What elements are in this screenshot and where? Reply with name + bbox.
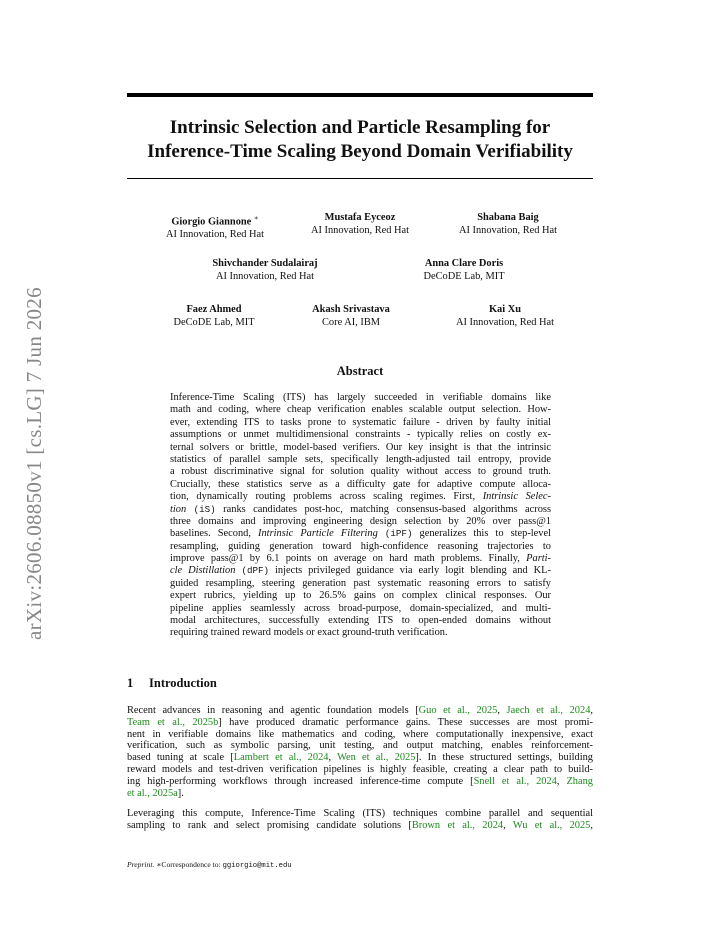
author-block: [433, 212, 583, 237]
abstract-line: resampling, guiding generation toward high-confidence reasoning trajectories to: [170, 540, 551, 552]
citation-link[interactable]: Snell et al., 2024: [473, 775, 557, 787]
abstract-line: Inference-Time Scaling (ITS) has largely succeeded in verifiable domains like: [170, 392, 551, 403]
abstract-line: ternal solvers or brittle, model-based verifiers. Our key insight is that the intrinsic: [170, 441, 551, 453]
abstract-line: ever, extending ITS to tasks prone to systematic failure - driven by faulty initial: [170, 416, 551, 428]
citation-link[interactable]: Team et al., 2025b: [127, 716, 219, 728]
abstract-line: modal architectures, successfully extending ITS to open-ended domains without: [170, 615, 551, 627]
intro-paragraph-1: [127, 705, 593, 799]
author-block: [190, 258, 340, 283]
abstract-line: assumptions or unmet multidimensional constraints - typically relies on costly ex-: [170, 429, 551, 441]
section-title: Introduction: [149, 676, 217, 690]
abstract-line: improve pass@1 by 6.1 points on average on hard math problems. Finally, Parti-: [170, 553, 551, 565]
section-heading: [127, 676, 217, 691]
citation-link[interactable]: et al., 2025a: [127, 787, 178, 799]
author-name: Akash Srivastava: [312, 304, 390, 315]
body-line: nent in verifiable domains like mathematics and coding, where computationally inexpensive, exact: [127, 728, 593, 740]
abstract-line: math and coding, where cheap verification enables scalable output selection. How-: [170, 404, 551, 416]
footnote-email[interactable]: ggiorgio@mit.edu: [222, 862, 292, 870]
body-line: verification, such as symbolic parsing, unit testing, and output matching, enables reinforcement-: [127, 740, 593, 752]
author-affiliation: DeCoDE Lab, MIT: [423, 270, 505, 282]
author-block: [285, 212, 435, 237]
abstract-line: tion (iS) ranks candidates post-hoc, matching consensus-based algorithms across: [170, 503, 551, 515]
author-name: Anna Clare Doris: [424, 258, 504, 269]
citation-link[interactable]: Wu et al., 2025: [512, 819, 591, 831]
citation-link[interactable]: Brown et al., 2024: [411, 819, 504, 831]
author-name: Kai Xu: [488, 304, 522, 315]
abstract-line: Crucially, these statistics serve as a difficulty gate for adaptive compute alloca-: [170, 478, 551, 490]
body-line: reward models and test-driven verification pipelines is highly feasible, creating a clear path to build-: [127, 763, 593, 775]
author-affiliation: AI Innovation, Red Hat: [310, 224, 410, 236]
corresponding-mark: ∗: [253, 214, 259, 222]
body-line: Team et al., 2025b] have produced dramatic performance gains. These successes are most promi-: [127, 716, 593, 728]
footnote: [127, 860, 292, 870]
body-line: ing high-performing workflows through increased inference-time compute [Snell et al., 2024, Zhang: [127, 775, 593, 787]
section-number: 1: [127, 676, 134, 690]
paper-title: [127, 116, 593, 164]
author-block: [140, 212, 290, 241]
abstract-line: requiring trained reward models or exact ground-truth verification.: [170, 627, 448, 639]
abstract-line: tion, dynamically routing problems across scaling regimes. First, Intrinsic Selec-: [170, 491, 551, 503]
abstract-line: expert rubrics, yielding up to 26.5% gains on complex clinical responses. Our: [170, 590, 551, 602]
abstract-line: statistics of parallel sample sets, specifically length-adjusted tail entropy, provide: [170, 453, 551, 465]
title-line-1: Intrinsic Selection and Particle Resampling for: [169, 117, 551, 138]
author-name: Shivchander Sudalairaj: [212, 258, 318, 269]
citation-link[interactable]: Lambert et al., 2024: [233, 752, 329, 764]
title-line-2: Inference-Time Scaling Beyond Domain Verifiability: [147, 141, 573, 162]
body-line: et al., 2025a].: [127, 787, 184, 799]
author-block: [430, 304, 580, 329]
author-affiliation: AI Innovation, Red Hat: [215, 270, 315, 282]
abstract-line: three domains and improving engineering design selection by 20% over pass@1: [170, 515, 551, 527]
abstract-line: guided resampling, steering generation past systematic reasoning errors to satisfy: [170, 577, 551, 589]
author-name: Mustafa Eyceoz: [324, 212, 396, 223]
title-bottom-rule: [127, 178, 593, 179]
author-name: Giorgio Giannone: [171, 216, 252, 228]
abstract-body: [170, 392, 551, 640]
footnote-label: Preprint.: [127, 860, 155, 869]
author-block: [139, 304, 289, 329]
citation-link[interactable]: Wen et al., 2025: [337, 752, 416, 764]
abstract-line: a robust discriminative signal for solution quality without access to ground truth.: [170, 466, 551, 478]
author-name: Shabana Baig: [477, 212, 539, 223]
body-line: sampling to rank and select promising candidate solutions [Brown et al., 2024, Wu et al., 2025,: [127, 819, 593, 831]
author-affiliation: AI Innovation, Red Hat: [165, 228, 265, 240]
footnote-text: ∗Correspondence to:: [156, 860, 221, 869]
citation-link[interactable]: Guo et al., 2025: [418, 705, 498, 716]
author-name: Faez Ahmed: [186, 304, 242, 315]
arxiv-stamp: arXiv:2606.08850v1 [cs.LG] 7 Jun 2026: [22, 287, 46, 640]
abstract-line: cle Distillation (dPF) injects privileged guidance via early logit blending and KL-: [170, 565, 551, 577]
author-affiliation: AI Innovation, Red Hat: [458, 224, 558, 236]
body-line: based tuning at scale [Lambert et al., 2024, Wen et al., 2025]. In these structured settings, building: [127, 752, 593, 764]
body-line: Leveraging this compute, Inference-Time Scaling (ITS) techniques combine parallel and sequential: [127, 808, 593, 819]
abstract-heading: Abstract: [336, 364, 384, 378]
author-block: [389, 258, 539, 283]
citation-link[interactable]: Zhang: [566, 775, 593, 787]
citation-link[interactable]: Jaech et al., 2024: [506, 705, 591, 716]
author-affiliation: DeCoDE Lab, MIT: [173, 316, 255, 328]
author-affiliation: Core AI, IBM: [321, 316, 380, 328]
abstract-line: baselines. Second, Intrinsic Particle Filtering (iPF) generalizes this to step-level: [170, 528, 551, 540]
title-top-rule: [127, 93, 593, 97]
intro-paragraph-2: [127, 808, 593, 832]
author-block: [276, 304, 426, 329]
author-affiliation: AI Innovation, Red Hat: [455, 316, 555, 328]
abstract-line: pipeline applies seamlessly across broad-purpose, domain-specialized, and multi-: [170, 602, 551, 614]
body-line: Recent advances in reasoning and agentic foundation models [Guo et al., 2025, Jaech et al., 2024,: [127, 705, 593, 716]
